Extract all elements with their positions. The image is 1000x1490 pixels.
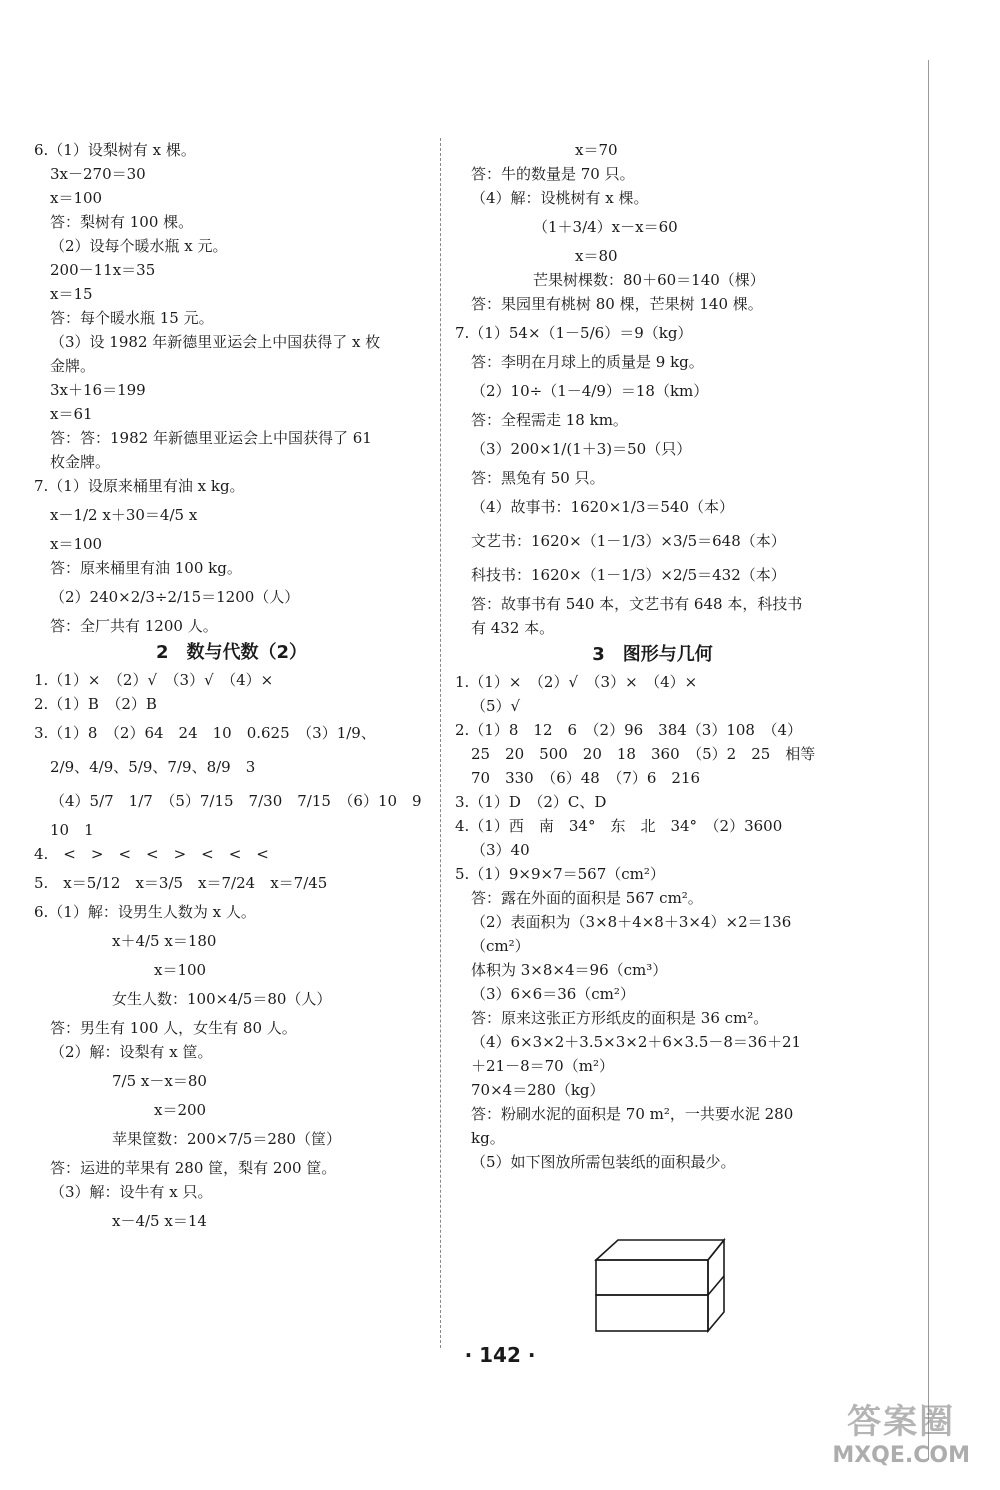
box-front-top	[596, 1260, 708, 1295]
equation-line: x＝70	[575, 141, 618, 159]
text-line: （4）5/7 1/7 （5）7/15 7/30 7/15 （6）10 9	[50, 792, 422, 810]
text-line: x＝100	[50, 189, 103, 207]
text-line: 答：男生有 100 人，女生有 80 人。	[50, 1019, 297, 1037]
text-line: x＝15	[50, 285, 93, 303]
text-line: 答：果园里有桃树 80 棵，芒果树 140 棵。	[471, 295, 763, 313]
text-line: 7.（1）设原来桶里有油 x kg。	[34, 477, 245, 495]
equation-line: 苹果筐数：200×7/5＝280（筐）	[112, 1130, 341, 1148]
column-divider	[440, 138, 441, 1348]
text-line: （2）10÷（1－4/9）＝18（km）	[471, 382, 709, 400]
text-line: 4. < > < < > < < <	[34, 845, 269, 863]
text-line: 答：黑兔有 50 只。	[471, 469, 605, 487]
text-line: （5）√	[471, 697, 521, 715]
left-column	[34, 138, 429, 1238]
equation-line: x－4/5 x＝14	[112, 1212, 207, 1230]
text-line: 200－11x＝35	[50, 261, 156, 279]
box-top-face	[596, 1240, 724, 1260]
text-line: 答：答：1982 年新德里亚运会上中国获得了 61	[50, 429, 372, 447]
text-line: 枚金牌。	[50, 453, 111, 471]
text-line: 5.（1）9×9×7＝567（cm²）	[455, 865, 665, 883]
equation-line: 女生人数：100×4/5＝80（人）	[112, 990, 332, 1008]
text-line: 答：牛的数量是 70 只。	[471, 165, 635, 183]
text-line: 4.（1）西 南 34° 东 北 34° （2）3600	[455, 817, 783, 835]
text-line: 6.（1）解：设男生人数为 x 人。	[34, 903, 256, 921]
box-front-bottom	[596, 1295, 708, 1331]
text-line: 3.（1）D （2）C、D	[455, 793, 607, 811]
text-line: （2）解：设梨有 x 筐。	[50, 1043, 213, 1061]
text-line: 70 330 （6）48 （7）6 216	[471, 769, 701, 787]
text-line: 答：李明在月球上的质量是 9 kg。	[471, 353, 704, 371]
equation-line: x＋4/5 x＝180	[112, 932, 217, 950]
section-title: 2 数与代数（2）	[155, 642, 308, 663]
text-line: 1.（1）× （2）√ （3）√ （4）×	[34, 671, 274, 689]
text-line: 7.（1）54×（1－5/6）＝9（kg）	[455, 324, 693, 342]
text-line: （cm²）	[471, 937, 530, 955]
text-line: （4）6×3×2＋3.5×3×2＋6×3.5－8＝36＋21	[471, 1033, 802, 1051]
text-line: 2/9、4/9、5/9、7/9、8/9 3	[50, 758, 256, 776]
equation-line: （1＋3/4）x－x＝60	[533, 218, 678, 236]
text-line: （2）表面积为（3×8＋4×8＋3×4）×2＝136	[471, 913, 792, 931]
text-line: 科技书：1620×（1－1/3）×2/5＝432（本）	[471, 566, 786, 584]
text-line: （4）解：设桃树有 x 棵。	[471, 189, 649, 207]
text-line: 1.（1）× （2）√ （3）× （4）×	[455, 673, 698, 691]
text-line: （3）40	[471, 841, 530, 859]
text-line: （5）如下图放所需包装纸的面积最少。	[471, 1153, 736, 1171]
text-line: 3x－270＝30	[50, 165, 146, 183]
text-line: x＝100	[50, 535, 103, 553]
text-line: 答：全厂共有 1200 人。	[50, 617, 218, 635]
text-line: 5. x＝5/12 x＝3/5 x＝7/24 x＝7/45	[34, 874, 328, 892]
equation-line: 7/5 x－x＝80	[112, 1072, 207, 1090]
text-line: 答：露在外面的面积是 567 cm²。	[471, 889, 703, 907]
text-line: x＝61	[50, 405, 93, 423]
box-side-divider	[708, 1276, 724, 1295]
equation-line: x＝80	[575, 247, 618, 265]
watermark-logo-text: 答案圈	[847, 1402, 956, 1442]
text-line: （2）设每个暖水瓶 x 元。	[50, 237, 228, 255]
page-number: · 142 ·	[464, 1343, 536, 1367]
page-edge-line	[928, 60, 929, 1460]
text-line: （3）设 1982 年新德里亚运会上中国获得了 x 枚	[50, 333, 381, 351]
text-line: 答：故事书有 540 本，文艺书有 648 本，科技书	[471, 595, 803, 613]
text-line: （3）6×6＝36（cm²）	[471, 985, 635, 1003]
watermark-url: MXQE.COM	[832, 1443, 970, 1468]
text-line: （4）故事书：1620×1/3＝540（本）	[471, 498, 735, 516]
text-line: 文艺书：1620×（1－1/3）×3/5＝648（本）	[471, 532, 786, 550]
watermark	[832, 1394, 970, 1468]
text-line: 答：全程需走 18 km。	[471, 411, 628, 429]
equation-line: x＝200	[154, 1101, 207, 1119]
stacked-box-figure	[590, 1232, 730, 1337]
text-line: 答：梨树有 100 棵。	[50, 213, 194, 231]
text-line: 答：每个暖水瓶 15 元。	[50, 309, 214, 327]
text-line: ＋21－8＝70（m²）	[471, 1057, 614, 1075]
text-line: 3.（1）8 （2）64 24 10 0.625 （3）1/9、	[34, 724, 376, 742]
right-column	[455, 138, 850, 1174]
text-line: 答：运进的苹果有 280 筐，梨有 200 筐。	[50, 1159, 337, 1177]
text-line: 有 432 本。	[471, 619, 555, 637]
text-line: 2.（1）8 12 6 （2）96 384（3）108 （4）	[455, 721, 803, 739]
equation-line: （2）240×2/3÷2/15＝1200（人）	[50, 588, 300, 606]
section-title: 3 图形与几何	[592, 644, 713, 665]
text-line: 3x＋16＝199	[50, 381, 146, 399]
text-line: 答：原来桶里有油 100 kg。	[50, 559, 242, 577]
text-line: （3）解：设牛有 x 只。	[50, 1183, 213, 1201]
text-line: 答：原来这张正方形纸皮的面积是 36 cm²。	[471, 1009, 769, 1027]
text-line: 70×4＝280（kg）	[471, 1081, 605, 1099]
text-line: 25 20 500 20 18 360 （5）2 25 相等	[471, 745, 816, 763]
text-line: 金牌。	[50, 357, 96, 375]
text-line: （3）200×1/(1＋3)＝50（只）	[471, 440, 692, 458]
equation-line: 芒果树棵数：80＋60＝140（棵）	[533, 271, 765, 289]
text-line: 答：粉刷水泥的面积是 70 m²，一共要水泥 280	[471, 1105, 794, 1123]
equation-line: x＝100	[154, 961, 207, 979]
text-line: 体积为 3×8×4＝96（cm³）	[471, 961, 668, 979]
text-line: kg。	[471, 1129, 505, 1147]
text-line: 6.（1）设梨树有 x 棵。	[34, 141, 196, 159]
equation-line: x－1/2 x＋30＝4/5 x	[50, 506, 198, 524]
text-line: 2.（1）B （2）B	[34, 695, 157, 713]
text-line: 10 1	[50, 821, 94, 839]
